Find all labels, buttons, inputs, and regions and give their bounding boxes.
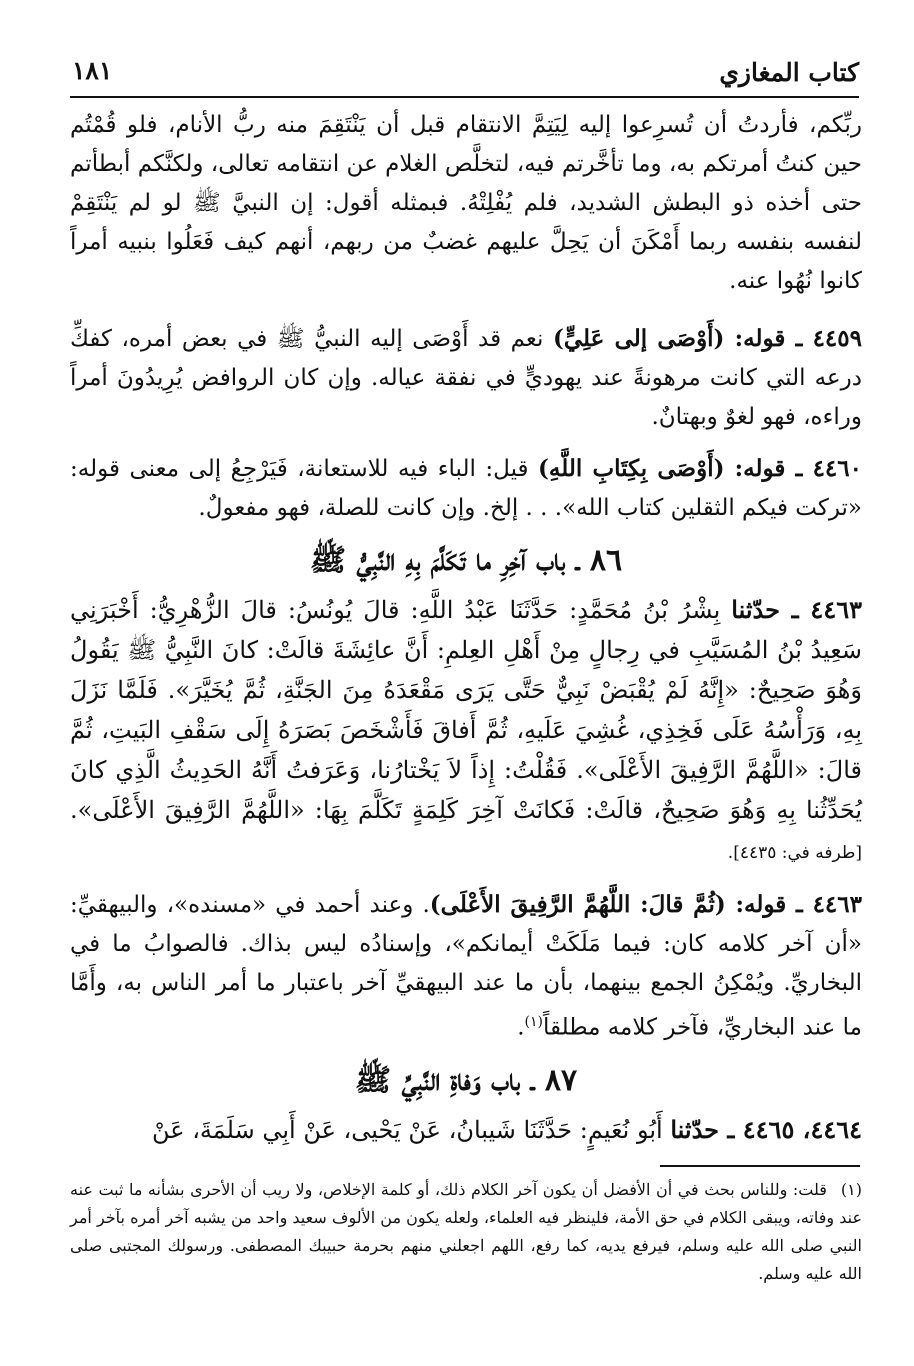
- hadith-4463-text: بِشْرُ بْنُ مُحَمَّدٍ: حَدَّثَنَا عَبْدُ اللَّهِ: قالَ يُونُسُ: قالَ الزُّهْرِيُّ: أَخْبَرَنِي سَعِيدُ بْنُ المُسَيَّبِ في رِجالٍ مِنْ أَهْلِ العِلمِ: أَنَّ عائِشَةَ قالَتْ: كانَ النَّبِيُّ ﷺ يَقُولُ وَهُوَ صَحِيحٌ: «إِنَّهُ لَمْ يُقْبَضْ نَبِيٌّ حَتَّى يَرَى مَقْعَدَهُ مِنَ الجَنَّةِ، ثُمَّ يُخَيَّرَ». فَلَمَّا نَزَلَ بِهِ، وَرَأْسُهُ عَلَى فَخِذِي، غُشِيَ عَلَيهِ، ثُمَّ أَفاقَ فَأَشْخَصَ بَصَرَهُ إِلَى سَقْفِ البَيتِ، ثُمَّ قالَ: «اللَّهُمَّ الرَّفِيقَ الأَعْلَى». فَقُلْتُ: إِذاً لاَ يَخْتارُنا، وَعَرَفتُ أَنَّهُ الحَدِيثُ الَّذِي كانَ يُحَدِّثُنا بِهِ وَهُوَ صَحِيحٌ، قالَتْ: فَكانَتْ آخِرَ كَلِمَةٍ تَكَلَّمَ بِهَا: «اللَّهُمَّ الرَّفِيقَ الأَعْلَى».: [70, 596, 862, 824]
- hadith-4464: [70, 1110, 862, 1150]
- book-title: كتاب المغازي: [719, 58, 859, 87]
- hadith-4463-lead: ٤٤٦٣ ـ حدّثنا: [731, 595, 862, 624]
- hadith-4463-reference: [طرفه في: ٤٤٣٥].: [727, 843, 862, 863]
- comment-4460-lead: ٤٤٦٠ ـ قوله: (أَوْصَى بِكِتَابِ اللَّهِ): [538, 455, 862, 482]
- chapter-heading-86: ٨٦ ـ باب آخِرِ ما تَكَلَّمَ بِهِ النَّبِيُّ ﷺ: [309, 543, 623, 578]
- footnote-number: (١): [840, 1180, 862, 1199]
- footnote-marker[interactable]: (١): [524, 1014, 543, 1030]
- comment-4459-text: نعم قد أَوْصَى إليه النبيُّ ﷺ في بعض أمره، كفكِّ درعه التي كانت مرهونةً عند يهوديٍّ في نفقة عياله. وإن كان الروافض يُرِيدُونَ أمراً وراءه، فهو لغوٌ وبهتانٌ.: [70, 326, 862, 430]
- comment-4463-text: . وعند أحمد في «مسنده»، والبيهقيِّ: «أن آخر كلامه كان: فيما مَلَكَتْ أيمانكم»، وإسنادُه ليس بذاك. فالصوابُ ما في البخاريِّ. ويُمْكِنُ الجمع بينهما، بأن ما عند البيهقيِّ آخر باعتبار ما أمر الناس به، وأَمَّا ما عند البخاريِّ، فآخر كلامه مطلقاً: [70, 892, 862, 1041]
- comment-4463-lead: ٤٤٦٣ ـ قوله: (ثُمَّ قالَ: اللَّهُمَّ الرَّفِيقَ الأَعْلَى): [429, 891, 862, 918]
- hadith-4463: [70, 590, 862, 873]
- page-number: ١٨١: [72, 56, 113, 85]
- spacer: [70, 301, 862, 319]
- comment-4460-text: قيل: الباء فيه للاستعانة، فَيَرْجِعُ إلى معنى قوله: «تركت فيكم الثقلين كتاب الله». . . إلخ. وإن كانت للصلة، فهو مفعولٌ.: [70, 456, 862, 521]
- page-body: [70, 106, 862, 1150]
- footnote-divider: [660, 1165, 860, 1167]
- footnote: [70, 1176, 862, 1288]
- page-header: [70, 50, 859, 98]
- hadith-4464-lead: ٤٤٦٤، ٤٤٦٥ ـ حدّثنا: [670, 1114, 862, 1144]
- intro-paragraph: ربِّكم، فأردتُ أن تُسرِعوا إليه لِيَتِمَّ الانتقام قبل أن يَنْتَقِمَ منه ربُّ الأنام، فلو قُمْتُم حين كنتُ أمرتكم به، وما تأخَّرتم فيه، لتخلَّص الغلام عن انتقامه تعالى، ولكنَّكم أبطأتم حتى أخذه ذو البطش الشديد، فلم يُفْلِتْهُ. فبمثله أقول: إن النبيَّ ﷺ لو لم يَنْتَقِمْ لنفسه بنفسه ربما أَمْكَنَ أن يَحِلَّ عليهم غضبٌ من ربهم، أنهم كيف فَعَلُوا بنبيه أمراً كانوا نُهُوا عنه.: [70, 112, 862, 294]
- comment-4463: [70, 885, 862, 1048]
- comment-4459: [70, 319, 862, 437]
- comment-4459-lead: ٤٤٥٩ ـ قوله: (أَوْصَى إلى عَلِيٍّ): [552, 325, 862, 352]
- spacer: [70, 437, 862, 449]
- chapter-heading-87: ٨٧ ـ باب وَفاةِ النَّبِيِّ ﷺ: [354, 1062, 578, 1098]
- comment-4460: [70, 449, 862, 528]
- spacer: [70, 873, 862, 885]
- hadith-4464-text: أَبُو نُعَيمٍ: حَدَّثَنَا شَيبانُ، عَنْ يَحْيى، عَنْ أَبِي سَلَمَةَ، عَنْ: [151, 1115, 671, 1144]
- footnote-text: قلت: وللناس بحث في أن الأفضل أن يكون آخر الكلام ذلك، أو كلمة الإخلاص، ولا ريب أن الأحرى بشأنه ما ثبت عنه عند وفاته، ويبقى الكلام في حق الأمة، فلينظر فيه العلماء، ولعله يكون من الألوف سعيد واحد من يشبه آخر أمره بآخر أمر النبي صلى الله عليه وسلم، فيرفع يديه، كما رفع، اللهم اجعلني منهم بحرمة حبيبك المصطفى. ورسولك المجتبى صلى الله عليه وسلم.: [70, 1180, 862, 1283]
- comment-4463-tail: .: [517, 1014, 525, 1041]
